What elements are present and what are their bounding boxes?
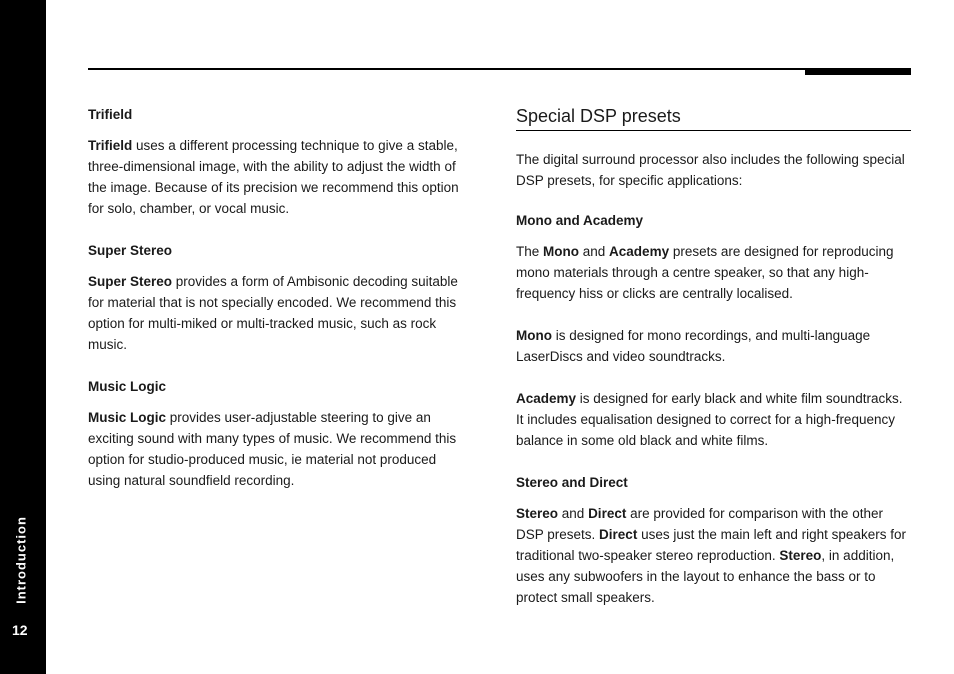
text: The xyxy=(516,244,544,259)
mono-academy-heading: Mono and Academy xyxy=(516,213,644,228)
text: is designed for early black and white film soundtracks. It includes equalisation designed to correct for a high-frequency balance in some old black and white films. xyxy=(516,391,903,448)
stereo-term: Stereo xyxy=(516,506,559,521)
super-stereo-heading: Super Stereo xyxy=(88,243,173,258)
stereo-term: Stereo xyxy=(779,548,822,563)
trifield-term: Trifield xyxy=(88,138,133,153)
direct-term: Direct xyxy=(588,506,627,521)
left-column xyxy=(88,104,472,491)
trifield-paragraph xyxy=(88,135,472,219)
text: presets are designed for reproducing mono materials through a centre speaker, so that any high-frequency hiss or clicks are centrally localised. xyxy=(516,244,894,301)
music-logic-heading: Music Logic xyxy=(88,379,167,394)
text: and xyxy=(558,506,589,521)
mono-paragraph xyxy=(516,325,911,367)
top-rule xyxy=(88,68,911,70)
top-rule-tab xyxy=(805,68,911,75)
right-column xyxy=(516,104,911,608)
super-stereo-term: Super Stereo xyxy=(88,274,173,289)
music-logic-paragraph xyxy=(88,407,472,491)
mono-academy-paragraph xyxy=(516,241,911,304)
section-title: Special DSP presets xyxy=(516,104,911,131)
academy-term: Academy xyxy=(609,244,670,259)
academy-term: Academy xyxy=(516,391,577,406)
page-number: 12 xyxy=(12,622,28,638)
trifield-heading: Trifield xyxy=(88,107,133,122)
section-label: Introduction xyxy=(13,516,29,604)
trifield-text: uses a different processing technique to give a stable, three-dimensional image, with the ability to adjust the width of the image. Because of its precision we recommend this option for solo, chamber, or vocal music. xyxy=(88,138,459,216)
mono-term: Mono xyxy=(543,244,580,259)
text: and xyxy=(579,244,610,259)
text: uses just the main left and right speakers for traditional two-speaker stereo reproduction. xyxy=(516,527,906,563)
music-logic-text: provides user-adjustable steering to give an exciting sound with many types of music. We recommend this option for studio-produced music, ie material not produced using natural soundfield recording. xyxy=(88,410,457,488)
direct-term: Direct xyxy=(599,527,638,542)
stereo-direct-heading: Stereo and Direct xyxy=(516,475,628,490)
academy-paragraph xyxy=(516,388,911,451)
mono-term: Mono xyxy=(516,328,552,343)
super-stereo-text: provides a form of Ambisonic decoding suitable for material that is not specially encoded. We recommend this option for multi-miked or multi-tracked music, such as rock music. xyxy=(88,274,458,352)
music-logic-term: Music Logic xyxy=(88,410,167,425)
intro-paragraph: The digital surround processor also includes the following special DSP presets, for specific applications: xyxy=(516,152,905,188)
text: is designed for mono recordings, and multi-language LaserDiscs and video soundtracks. xyxy=(516,328,871,364)
stereo-direct-paragraph xyxy=(516,503,911,608)
super-stereo-paragraph xyxy=(88,271,472,355)
text: are provided for comparison with the other DSP presets. xyxy=(516,506,883,542)
text: , in addition, uses any subwoofers in the layout to enhance the bass or to protect small speakers. xyxy=(516,548,895,605)
sidebar xyxy=(0,0,46,674)
